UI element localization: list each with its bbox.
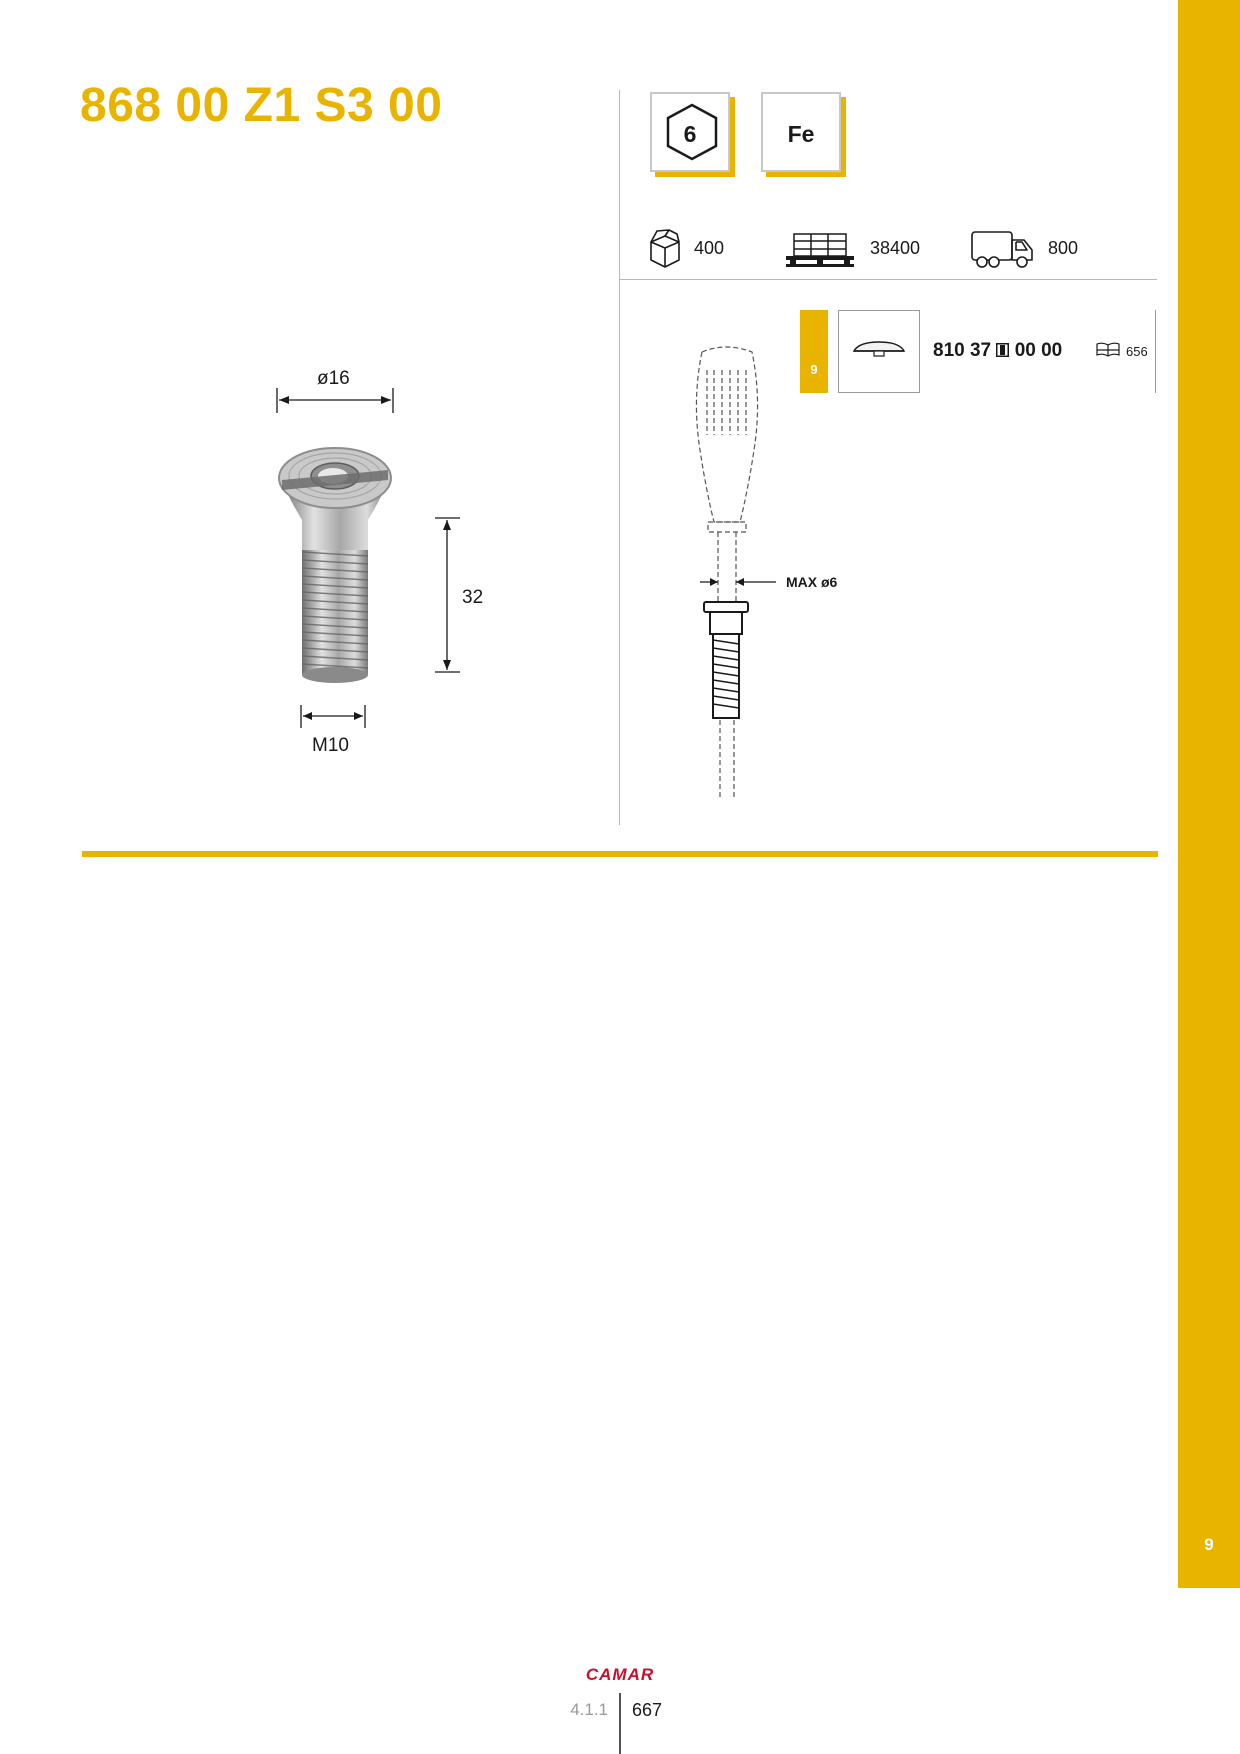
footer-section: 4.1.1 <box>570 1700 608 1719</box>
head-diameter-label: ø16 <box>317 368 350 389</box>
accessory-image-box <box>838 310 920 393</box>
thread-dimension-line <box>298 702 368 730</box>
pallet-quantity: 38400 <box>870 238 921 258</box>
box-icon <box>647 228 683 270</box>
section-rule <box>82 851 1158 857</box>
installation-drawing <box>690 340 780 802</box>
cover-cap-icon <box>851 339 907 361</box>
accessory-section-tab <box>800 310 828 393</box>
bolt-photo <box>270 440 420 690</box>
accessory-code <box>933 340 1062 362</box>
info-divider <box>619 279 1157 280</box>
material-badge <box>761 92 841 172</box>
accessory-code-prefix: 810 37 <box>933 340 992 361</box>
page-number: 667 <box>632 1700 663 1720</box>
section-number: 9 <box>1204 1535 1214 1554</box>
hex-size-value: 6 <box>683 121 697 147</box>
catalog-icon <box>1095 342 1121 358</box>
truck-quantity: 800 <box>1048 238 1079 258</box>
accessory-right-rule <box>1155 310 1156 393</box>
column-divider <box>619 90 620 825</box>
accessory-section-number: 9 <box>810 362 818 377</box>
pallet-icon <box>784 232 856 268</box>
hex-size-badge <box>650 92 730 172</box>
length-label: 32 <box>462 587 484 608</box>
material-value: Fe <box>787 121 815 147</box>
product-code-title: 868 00 Z1 S3 00 <box>80 79 443 132</box>
accessory-code-suffix: 00 00 <box>1014 340 1063 361</box>
catalog-page-reference: 656 <box>1126 344 1148 359</box>
brand-logo: CAMAR <box>585 1665 655 1684</box>
max-tool-diameter-label: MAX ø6 <box>786 574 838 590</box>
color-code-icon <box>996 343 1009 357</box>
box-quantity: 400 <box>694 238 725 258</box>
length-dimension-line <box>432 515 462 675</box>
truck-icon <box>970 228 1038 272</box>
thread-size-label: M10 <box>312 735 349 756</box>
section-sidebar <box>1178 0 1240 1588</box>
footer-divider <box>619 1693 621 1754</box>
